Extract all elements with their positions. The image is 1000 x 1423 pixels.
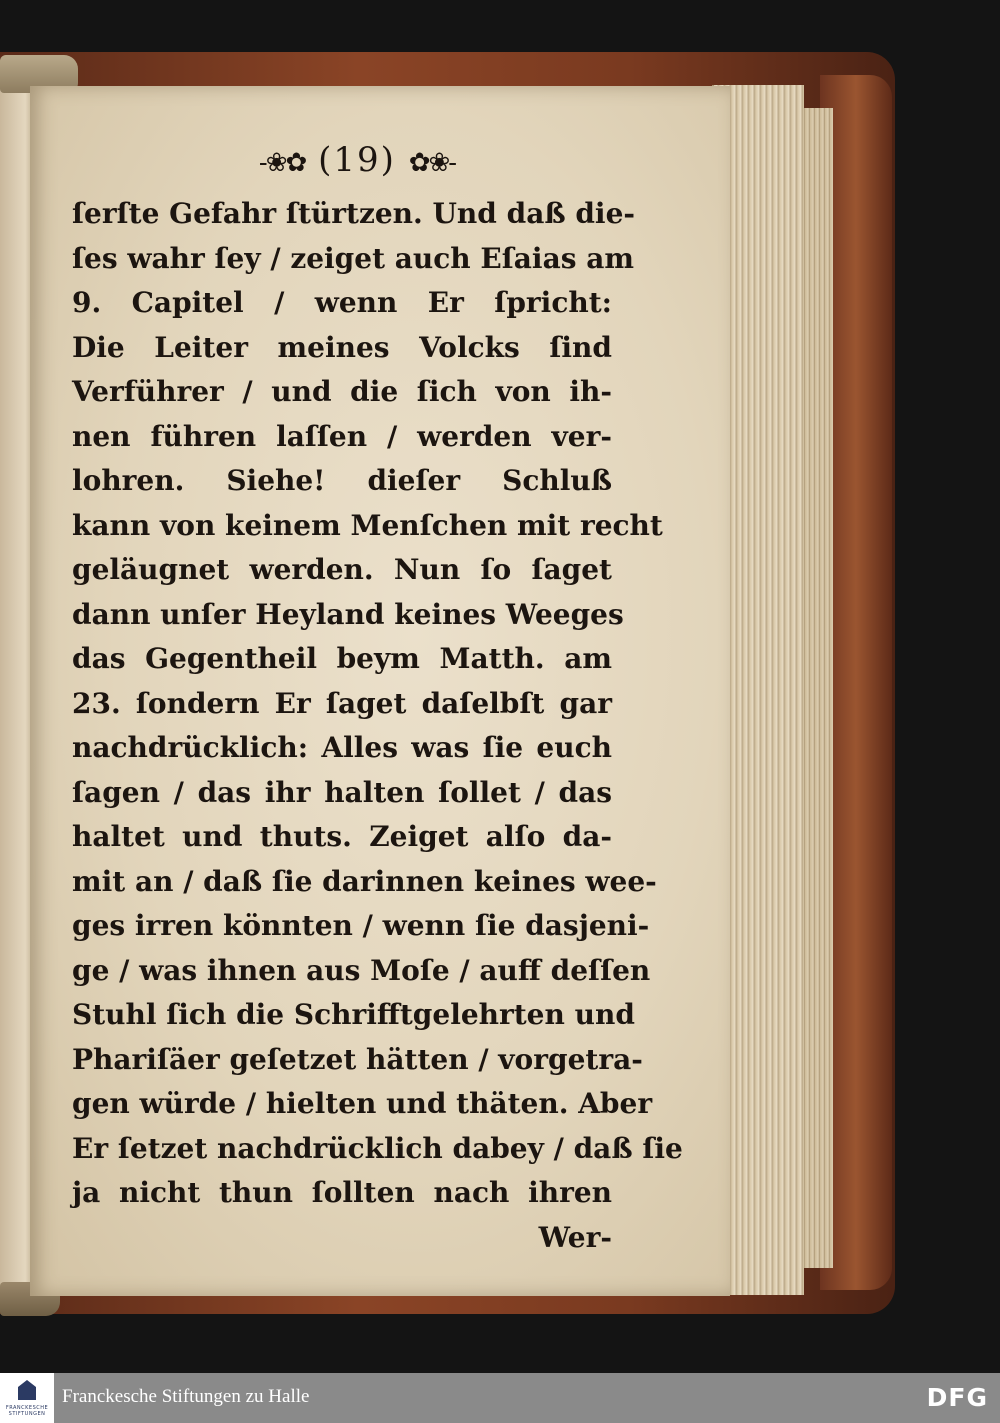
text-line: 23. ſondern Er ſaget daſelbſt gar: [72, 686, 612, 720]
building-icon: [18, 1380, 36, 1400]
text-line: Verführer / und die ſich von ih-: [72, 375, 612, 408]
text-line: Die Leiter meines Volcks ſind: [72, 330, 612, 364]
text-line: Stuhl ſich die Schrifftgelehrten und: [72, 998, 635, 1031]
text-line: ſerſte Gefahr ſtürtzen. Und daß die-: [72, 197, 636, 230]
text-line: mit an / daß ſie darinnen keines wee-: [72, 864, 657, 898]
text-line: Er ſetzet nachdrücklich dabey / daß ſie: [72, 1131, 683, 1165]
text-line: Phariſäer geſetzet hätten / vorgetra-: [72, 1042, 643, 1076]
logo-text: FRANCKESCHE STIFTUNGEN: [5, 1405, 49, 1417]
page-header: [102, 140, 612, 188]
institution-name[interactable]: Franckesche Stiftungen zu Halle: [62, 1386, 310, 1407]
text-line: nen führen laſſen / werden ver-: [72, 419, 612, 453]
page-text: [72, 140, 683, 1260]
text-line: ge / was ihnen aus Moſe / auff deſſen: [72, 953, 651, 987]
text-line: geläugnet werden. Nun ſo ſaget: [72, 553, 612, 586]
text-line: lohren. Siehe! dieſer Schluß: [72, 464, 612, 497]
dfg-logo[interactable]: DFG: [926, 1383, 988, 1412]
text-lines: [72, 192, 683, 1260]
text-line: ja nicht thun ſollten nach ihren: [72, 1176, 612, 1209]
catchword: Wer-: [538, 1220, 612, 1254]
ornament-right: ✿❀-: [408, 148, 456, 178]
institution-logo[interactable]: [0, 1373, 54, 1423]
text-line: gen würde / hielten und thäten. Aber: [72, 1087, 653, 1120]
text-line: ges irren könnten / wenn ſie dasjeni-: [72, 909, 650, 942]
footer-bar: [0, 1373, 1000, 1423]
text-line: 9. Capitel / wenn Er ſpricht:: [72, 286, 612, 319]
text-line: kann von keinem Menſchen mit recht: [72, 508, 663, 542]
text-line: ſes wahr ſey / zeiget auch Eſaias am: [72, 241, 634, 275]
page-number: (19): [318, 140, 396, 180]
text-line: nachdrücklich: Alles was ſie euch: [72, 731, 612, 764]
text-line: dann unſer Heyland keines Weeges: [72, 597, 624, 631]
text-line: haltet und thuts. Zeiget alſo da-: [72, 820, 612, 853]
text-line: das Gegentheil beym Matth. am: [72, 642, 612, 675]
ornament-left: -❀✿: [258, 148, 306, 178]
text-line: ſagen / das ihr halten ſollet / das: [72, 775, 612, 809]
